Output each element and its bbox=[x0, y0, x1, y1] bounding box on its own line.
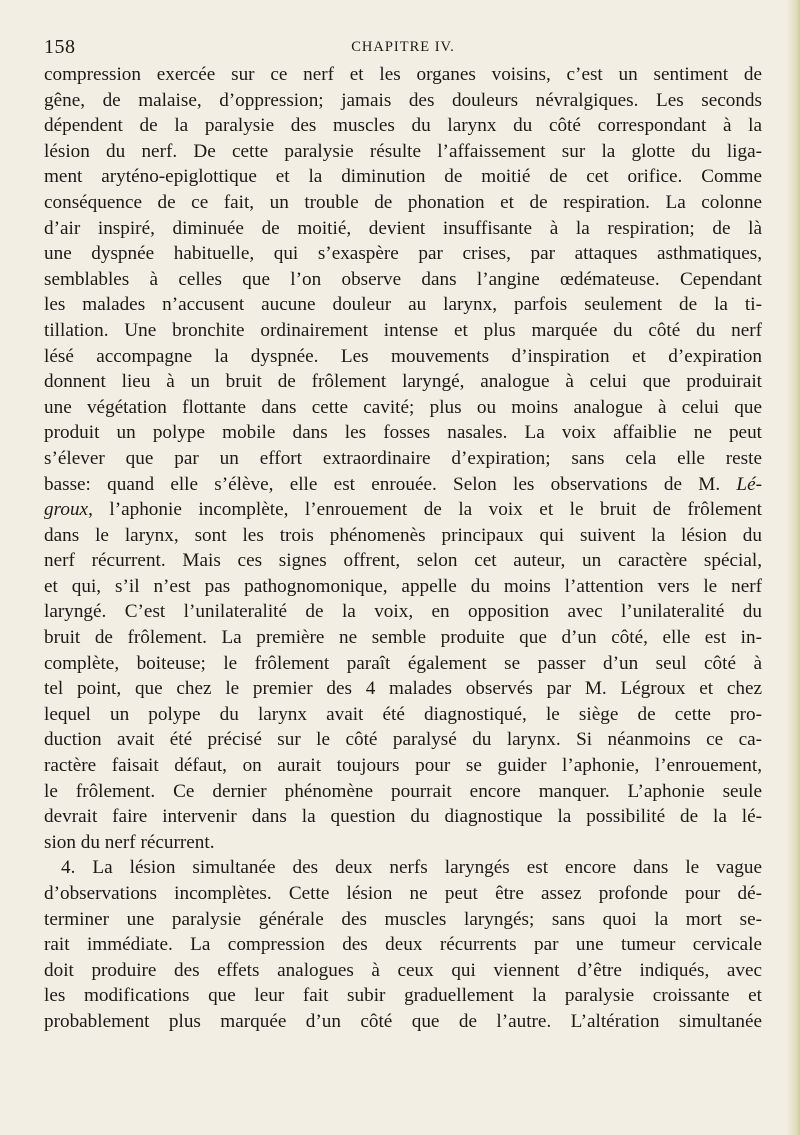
text-line-4: lésion du nerf. De cette paralysie résulte l’affaissement sur la glotte du liga- bbox=[44, 140, 762, 162]
text-line-8: une dyspnée habituelle, qui s’exaspère par crises, par attaques asthmatiques, bbox=[44, 243, 762, 265]
text-line-26: lequel un polype du larynx avait été diagnostiqué, le siège de cette pro- bbox=[44, 703, 762, 725]
text-line-13: donnent lieu à un bruit de frôlement laryngé, analogue à celui que produirait bbox=[44, 371, 762, 393]
text-line-29: le frôlement. Ce dernier phénomène pourrait encore manquer. L’aphonie seule bbox=[44, 780, 762, 802]
text-line-16: s’élever que par un effort extraordinaire d’expiration; sans cela elle reste bbox=[44, 447, 762, 469]
text-line-11: tillation. Une bronchite ordinairement intense et plus marquée du côté du nerf bbox=[44, 319, 762, 341]
page-edge-shadow bbox=[786, 0, 800, 1135]
text-line-32: 4. La lésion simultanée des deux nerfs laryngés est encore dans le vague bbox=[61, 857, 762, 879]
text-line-35: rait immédiate. La compression des deux récurrents par une tumeur cervicale bbox=[44, 934, 762, 956]
page-number: 158 bbox=[44, 36, 76, 58]
text-line-22: laryngé. C’est l’unilateralité de la voix, en opposition avec l’unilateralité du bbox=[44, 601, 762, 623]
running-title: CHAPITRE IV. bbox=[351, 39, 455, 55]
text-line-5: ment aryténo-epiglottique et la diminution de moitié de cet orifice. Comme bbox=[44, 166, 762, 188]
author-name-italic-cont: groux bbox=[44, 499, 89, 521]
text-line-25: tel point, que chez le premier des 4 malades observés par M. Légroux et chez bbox=[44, 678, 762, 700]
text-line-3: dépendent de la paralysie des muscles du larynx du côté correspondant à la bbox=[44, 115, 762, 137]
text-line-2: gêne, de malaise, d’oppression; jamais des douleurs névralgiques. Les seconds bbox=[44, 89, 762, 111]
text-line-23: bruit de frôlement. La première ne semble produite que d’un côté, elle est in- bbox=[44, 627, 762, 649]
text-line-6: conséquence de ce fait, un trouble de phonation et de respiration. La colonne bbox=[44, 191, 762, 213]
text-line-1: compression exercée sur ce nerf et les organes voisins, c’est un sentiment de bbox=[44, 64, 762, 85]
text-line-10: les malades n’accusent aucune douleur au larynx, parfois seulement de la ti- bbox=[44, 294, 762, 316]
text-line-30: devrait faire intervenir dans la question du diagnostique la possibilité de la lé- bbox=[44, 806, 762, 828]
text-line-34: terminer une paralysie générale des muscles laryngés; sans quoi la mort se- bbox=[44, 908, 762, 930]
text-line-9: semblables à celles que l’on observe dans l’angine œdémateuse. Cependant bbox=[44, 268, 762, 290]
text-line-24: complète, boiteuse; le frôlement paraît également se passer d’un seul côté à bbox=[44, 652, 762, 674]
text-line-28: ractère faisait défaut, on aurait toujours pour se guider l’aphonie, l’enrouement, bbox=[44, 755, 762, 777]
text-line-17-main: basse: quand elle s’élève, elle est enrouée. Selon les observations de M. bbox=[44, 473, 721, 495]
text-line-18 bbox=[44, 497, 762, 523]
text-line-33: d’observations incomplètes. Cette lésion ne peut être assez profonde pour dé- bbox=[44, 883, 762, 904]
text-line-15: produit un polype mobile dans les fosses nasales. La voix affaiblie ne peut bbox=[44, 422, 762, 444]
text-line-14: une végétation flottante dans cette cavité; plus ou moins analogue à celui que bbox=[44, 396, 762, 418]
text-line-19: dans le larynx, sont les trois phénomenès principaux qui suivent la lésion du bbox=[44, 524, 762, 546]
text-line-21: et qui, s’il n’est pas pathognomonique, appelle du moins l’attention vers le nerf bbox=[44, 575, 762, 597]
text-line-27: duction avait été précisé sur le côté paralysé du larynx. Si néanmoins ce ca- bbox=[44, 729, 762, 751]
text-line-38: probablement plus marquée d’un côté que de l’autre. L’altération simultanée bbox=[44, 1010, 762, 1032]
body-text bbox=[44, 62, 762, 1035]
text-line-7: d’air inspiré, diminuée de moitié, devient insuffisante à la respiration; de là bbox=[44, 217, 762, 239]
text-line-31: sion du nerf récurrent. bbox=[44, 831, 215, 853]
text-line-17 bbox=[44, 472, 762, 498]
text-line-36: doit produire des effets analogues à ceux qui viennent d’être indiqués, avec bbox=[44, 959, 762, 981]
text-line-12: lésé accompagne la dyspnée. Les mouvements d’inspiration et d’expiration bbox=[44, 345, 762, 367]
page-header bbox=[44, 36, 762, 60]
author-name-italic: Lé- bbox=[736, 473, 762, 495]
text-line-37: les modifications que leur fait subir graduellement la paralysie croissante et bbox=[44, 985, 762, 1007]
text-line-18-main: , l’aphonie incomplète, l’enrouement de la voix et le bruit de frôlement bbox=[88, 499, 762, 521]
text-line-20: nerf récurrent. Mais ces signes offrent, selon cet auteur, un caractère spécial, bbox=[44, 550, 762, 572]
